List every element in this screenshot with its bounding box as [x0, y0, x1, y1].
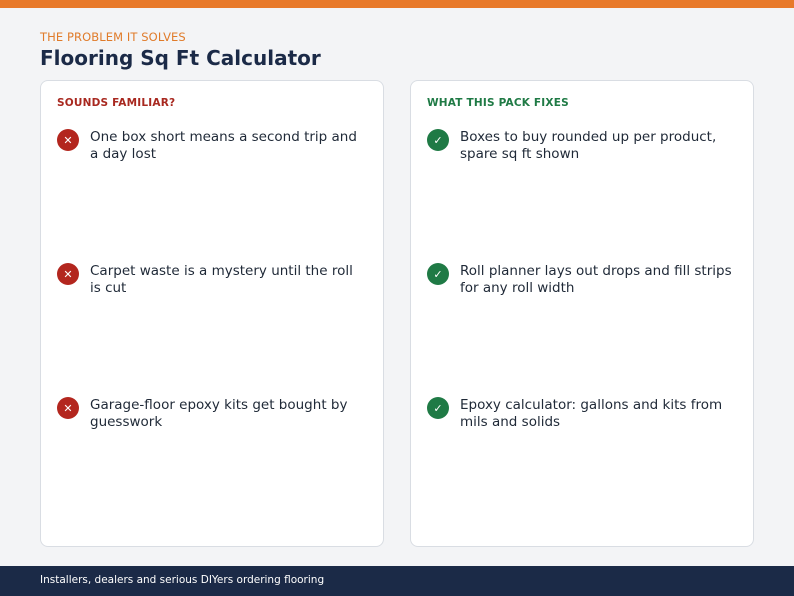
fix-item [427, 129, 739, 163]
problems-heading: SOUNDS FAMILIAR? [57, 97, 176, 109]
footer-text: Installers, dealers and serious DIYers ordering flooring [40, 574, 325, 586]
problems-card [40, 80, 384, 547]
footer-bar [0, 566, 794, 596]
problem-text: Carpet waste is a mystery until the roll is cut [90, 263, 353, 296]
x-icon: ✕ [57, 129, 79, 151]
problem-item [57, 129, 369, 163]
problem-text: Garage-floor epoxy kits get bought by guesswork [90, 397, 348, 430]
fixes-heading: WHAT THIS PACK FIXES [427, 97, 569, 109]
check-icon: ✓ [427, 263, 449, 285]
check-icon: ✓ [427, 397, 449, 419]
fix-text: Boxes to buy rounded up per product, spare sq ft shown [460, 129, 717, 162]
problem-text: One box short means a second trip and a day lost [90, 129, 357, 162]
page-title: Flooring Sq Ft Calculator [40, 46, 321, 70]
problem-item [57, 263, 369, 297]
fix-item [427, 263, 739, 297]
x-icon: ✕ [57, 263, 79, 285]
top-accent-bar [0, 0, 794, 8]
section-eyebrow: THE PROBLEM IT SOLVES [40, 30, 186, 44]
problem-item [57, 397, 369, 431]
fix-text: Roll planner lays out drops and fill strips for any roll width [460, 263, 732, 296]
fix-item [427, 397, 739, 431]
fixes-card [410, 80, 754, 547]
fix-text: Epoxy calculator: gallons and kits from mils and solids [460, 397, 723, 430]
check-icon: ✓ [427, 129, 449, 151]
x-icon: ✕ [57, 397, 79, 419]
